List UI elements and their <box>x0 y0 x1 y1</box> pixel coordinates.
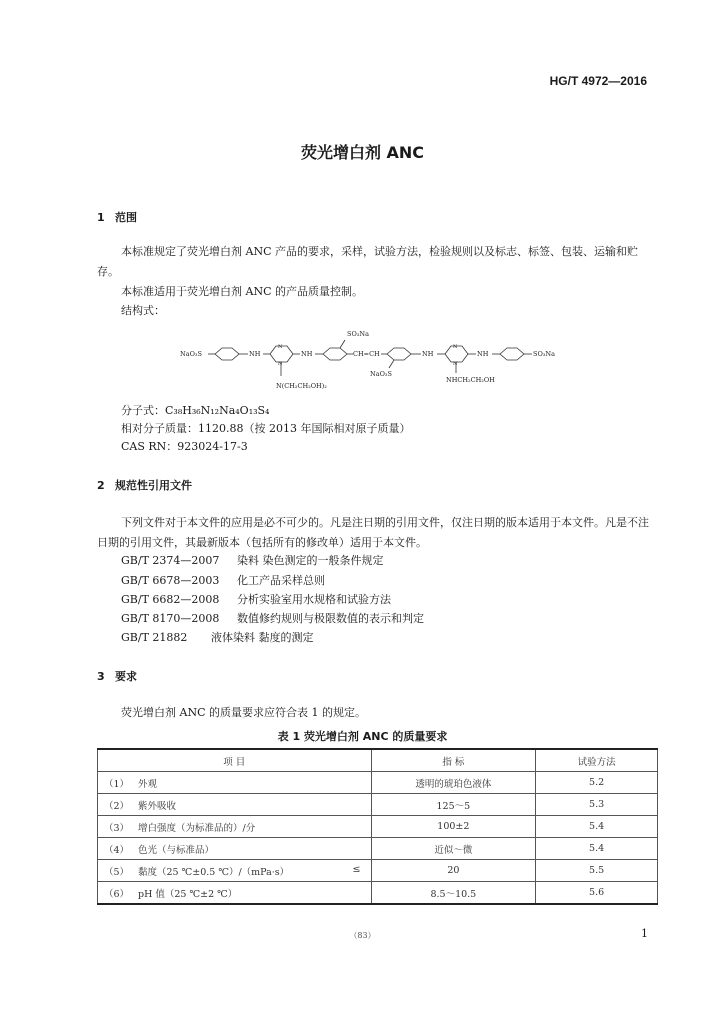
section-number: 1 <box>97 211 105 224</box>
table-caption: 表 1 荧光增白剂 ANC 的质量要求 <box>277 730 448 743</box>
value-cell: 125～5 <box>371 794 536 816</box>
reference-item <box>121 572 325 588</box>
group-naso3-left: NaO₃S <box>180 350 202 358</box>
reference-name: 染料 染色测定的一般条件规定 <box>237 554 384 567</box>
item-number: （5） <box>104 866 130 878</box>
reference-item <box>121 610 424 626</box>
molecular-formula: 分子式：C₃₈H₃₆N₁₂Na₄O₁₃S₄ <box>121 404 270 417</box>
method-cell: 5.3 <box>536 794 658 816</box>
value-cell: 100±2 <box>371 816 536 838</box>
group-nhch2ch2oh: NHCH₂CH₂OH <box>446 376 495 384</box>
table-row <box>98 882 658 905</box>
group-naso3-bottom: NaO₃S <box>370 370 392 378</box>
reference-item <box>121 591 391 607</box>
item-name: 色光（与标准品） <box>138 844 215 856</box>
ring-n-1: N <box>278 344 283 350</box>
method-cell: 5.5 <box>536 860 658 882</box>
section-1-paragraph-2: 本标准适用于荧光增白剂 ANC 的产品质量控制。 <box>121 285 363 298</box>
table-row <box>98 816 658 838</box>
item-name: 黏度（25 ℃±0.5 ℃）/（mPa·s） <box>138 866 290 878</box>
reference-name: 分析实验室用水规格和试验方法 <box>237 593 391 606</box>
section-title: 要求 <box>115 670 137 683</box>
reference-code: GB/T 2374—2007 <box>121 554 220 567</box>
section-2-heading <box>97 477 192 493</box>
item-cell <box>98 860 372 882</box>
ring-n-4: N <box>453 361 458 367</box>
group-nh-1: NH <box>249 350 261 358</box>
method-cell: 5.4 <box>536 816 658 838</box>
section-number: 2 <box>97 479 105 492</box>
header-item: 项 目 <box>98 749 372 772</box>
value-cell: 20 <box>371 860 536 882</box>
value-cell: 8.5～10.5 <box>371 882 536 905</box>
reference-name: 液体染料 黏度的测定 <box>211 631 314 644</box>
item-number: （1） <box>104 778 130 790</box>
cas-number: CAS RN：923024-17-3 <box>121 440 248 453</box>
item-cell <box>98 772 372 794</box>
table-header-row <box>98 749 658 772</box>
value-cell: 透明的琥珀色液体 <box>371 772 536 794</box>
method-cell: 5.4 <box>536 838 658 860</box>
reference-code: GB/T 6678—2003 <box>121 574 220 587</box>
group-n-ch2ch2oh-2: N(CH₂CH₂OH)₂ <box>276 382 327 390</box>
reference-code: GB/T 21882 <box>121 631 188 644</box>
item-number: （2） <box>104 800 130 812</box>
table-row <box>98 794 658 816</box>
item-number: （4） <box>104 844 130 856</box>
header-method: 试验方法 <box>536 749 658 772</box>
table-row <box>98 860 658 882</box>
group-so3na-top: SO₃Na <box>347 330 369 338</box>
structure-label: 结构式： <box>121 304 165 317</box>
section-3-heading <box>97 668 137 684</box>
method-cell: 5.2 <box>536 772 658 794</box>
item-cell <box>98 794 372 816</box>
section-title: 规范性引用文件 <box>115 479 192 492</box>
method-cell: 5.6 <box>536 882 658 905</box>
document-title: 荧光增白剂 ANC <box>300 143 425 162</box>
page-number: 1 <box>641 927 648 940</box>
ring-n-3: N <box>453 344 458 350</box>
value-cell: 近似～微 <box>371 838 536 860</box>
reference-name: 化工产品采样总则 <box>237 574 325 587</box>
group-nh-4: NH <box>477 350 489 358</box>
group-nh-2: NH <box>301 350 313 358</box>
item-name: 紫外吸收 <box>138 800 177 812</box>
reference-name: 数值修约规则与极限数值的表示和判定 <box>237 612 424 625</box>
item-name: 外观 <box>138 778 158 790</box>
group-so3na-right: SO₃Na <box>533 350 555 358</box>
section-number: 3 <box>97 670 105 683</box>
reference-code: GB/T 6682—2008 <box>121 593 220 606</box>
reference-item <box>121 552 384 568</box>
item-name: 增白强度（为标准品的）/分 <box>138 822 256 834</box>
reference-item <box>121 629 314 645</box>
standard-number: HG/T 4972—2016 <box>549 74 647 88</box>
table-row <box>98 838 658 860</box>
structural-formula <box>175 318 580 400</box>
item-cell <box>98 816 372 838</box>
reference-code: GB/T 8170—2008 <box>121 612 220 625</box>
section-2-intro: 下列文件对于本文件的应用是必不可少的。凡是注日期的引用文件，仅注日期的版本适用于本文件。凡是不注日期的引用文件，其最新版本（包括所有的修改单）适用于本文件。 <box>97 516 649 549</box>
footer-center-number: （83） <box>349 931 376 940</box>
item-cell <box>98 838 372 860</box>
item-number: （6） <box>104 888 130 900</box>
header-index: 指 标 <box>371 749 536 772</box>
section-1-heading <box>97 209 137 225</box>
item-number: （3） <box>104 822 130 834</box>
ring-n-2: N <box>278 361 283 367</box>
table-row <box>98 772 658 794</box>
group-ch-ch: CH=CH <box>353 350 380 358</box>
quality-requirements-table <box>97 748 658 905</box>
section-1-paragraph-1: 本标准规定了荧光增白剂 ANC 产品的要求，采样，试验方法，检验规则以及标志、标签、包装、运输和贮存。 <box>97 245 638 278</box>
group-nh-3: NH <box>422 350 434 358</box>
item-cell <box>98 882 372 905</box>
section-title: 范围 <box>115 211 137 224</box>
molecular-weight: 相对分子质量：1120.88（按 2013 年国际相对原子质量） <box>121 422 411 435</box>
section-3-paragraph: 荧光增白剂 ANC 的质量要求应符合表 1 的规定。 <box>121 706 366 719</box>
item-name: pH 值（25 ℃±2 ℃） <box>138 888 238 900</box>
less-equal-sign: ≤ <box>352 863 361 875</box>
